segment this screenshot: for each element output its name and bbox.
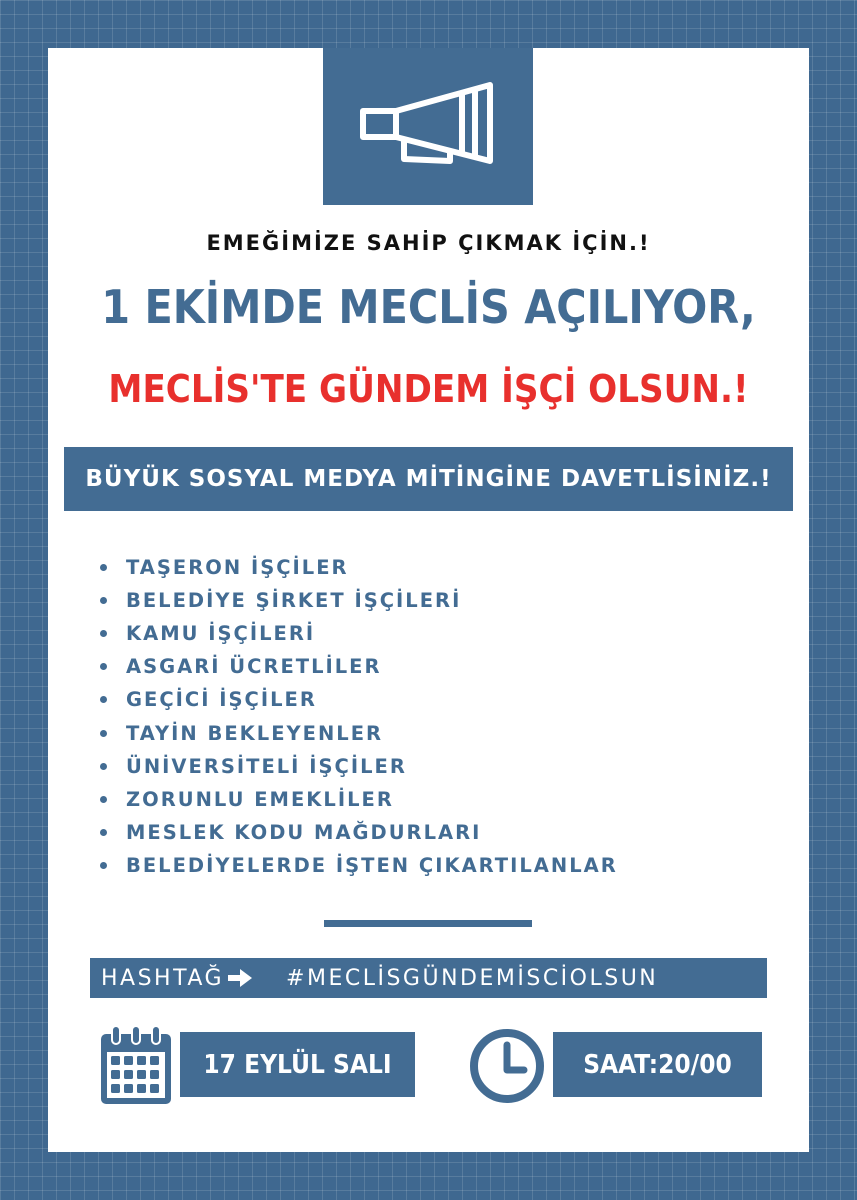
list-item-label: ASGARİ ÜCRETLİLER bbox=[126, 655, 382, 679]
hashtag-text[interactable]: #MECLİSGÜNDEMİSCİOLSUN bbox=[286, 965, 659, 991]
list-item-label: TAYİN BEKLEYENLER bbox=[126, 721, 384, 745]
bullet-icon bbox=[100, 630, 107, 637]
list-item-label: ÜNİVERSİTELİ İŞÇİLER bbox=[126, 754, 407, 778]
list-item-label: KAMU İŞÇİLERİ bbox=[126, 622, 316, 646]
clock-icon bbox=[469, 1028, 545, 1108]
worker-group-list bbox=[100, 551, 618, 882]
list-item-label: GEÇİCİ İŞÇİLER bbox=[126, 688, 317, 712]
list-item bbox=[100, 816, 618, 849]
list-item bbox=[100, 650, 618, 683]
bullet-icon bbox=[100, 730, 107, 737]
list-item-label: ZORUNLU EMEKLİLER bbox=[126, 787, 394, 811]
list-item-label: BELEDİYE ŞİRKET İŞÇİLERİ bbox=[126, 589, 462, 613]
invite-banner bbox=[64, 447, 793, 511]
headline-parliament-opening: 1 EKİMDE MECLİS AÇILIYOR, bbox=[101, 280, 756, 334]
headline-worker-agenda: MECLİS'TE GÜNDEM İŞÇİ OLSUN.! bbox=[108, 367, 749, 411]
event-date: 17 EYLÜL SALI bbox=[203, 1049, 392, 1080]
bullet-icon bbox=[100, 829, 107, 836]
list-item bbox=[100, 584, 618, 617]
list-item bbox=[100, 683, 618, 716]
bullet-icon bbox=[100, 597, 107, 604]
megaphone-box bbox=[323, 48, 533, 205]
calendar-icon bbox=[99, 1026, 173, 1110]
bullet-icon bbox=[100, 564, 107, 571]
arrow-right-icon bbox=[228, 969, 252, 987]
list-item-label: TAŞERON İŞÇİLER bbox=[126, 556, 349, 580]
hashtag-label: HASHTAĞ bbox=[101, 965, 225, 991]
hashtag-bar bbox=[90, 958, 767, 998]
list-item-label: MESLEK KODU MAĞDURLARI bbox=[126, 820, 482, 844]
list-item bbox=[100, 551, 618, 584]
bullet-icon bbox=[100, 796, 107, 803]
bullet-icon bbox=[100, 663, 107, 670]
bullet-icon bbox=[100, 696, 107, 703]
date-box bbox=[180, 1032, 415, 1097]
divider bbox=[324, 920, 532, 927]
list-item bbox=[100, 716, 618, 749]
bullet-icon bbox=[100, 862, 107, 869]
time-box bbox=[553, 1032, 762, 1097]
invite-text: BÜYÜK SOSYAL MEDYA MİTİNGİNE DAVETLİSİNİZ.! bbox=[85, 466, 772, 492]
megaphone-icon bbox=[358, 77, 498, 177]
list-item bbox=[100, 750, 618, 783]
list-item-label: BELEDİYELERDE İŞTEN ÇIKARTILANLAR bbox=[126, 853, 618, 877]
list-item bbox=[100, 783, 618, 816]
list-item bbox=[100, 617, 618, 650]
list-item bbox=[100, 849, 618, 882]
event-time: SAAT:20/00 bbox=[583, 1049, 732, 1080]
bullet-icon bbox=[100, 763, 107, 770]
subtitle: EMEĞİMİZE SAHİP ÇIKMAK İÇİN.! bbox=[206, 231, 651, 255]
